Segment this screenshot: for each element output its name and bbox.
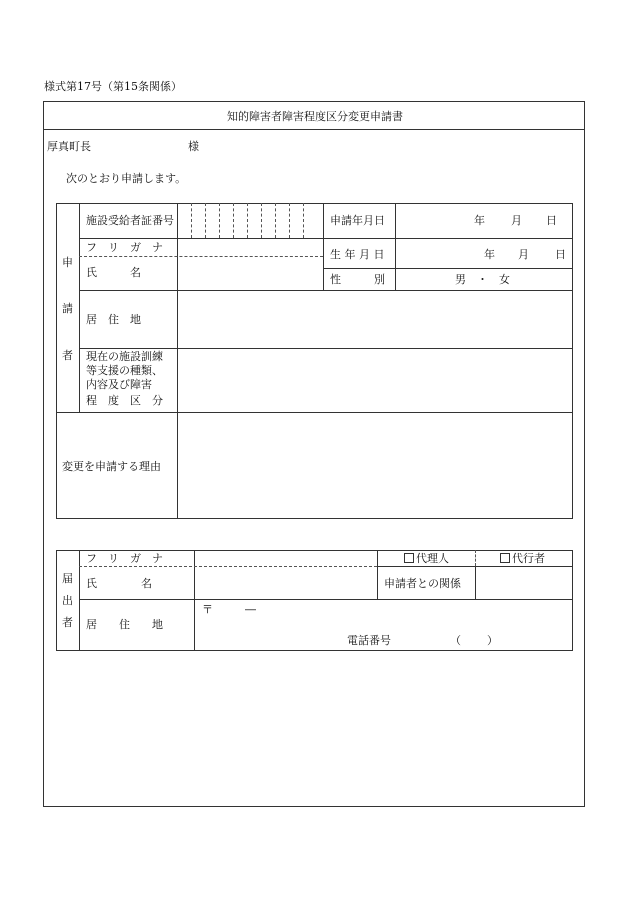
furigana-label: フ リ ガ ナ <box>86 241 163 254</box>
birth-day: 日 <box>555 248 566 261</box>
notifier-char-1: 届 <box>62 572 73 585</box>
cert-number-label: 施設受給者証番号 <box>86 214 174 227</box>
section-char-3: 者 <box>62 349 73 362</box>
postal-mark: 〒 <box>202 603 213 616</box>
intro-text: 次のとおり申請します。 <box>66 172 187 185</box>
reason-field[interactable] <box>178 413 572 518</box>
postal-dash: ― <box>245 603 256 616</box>
app-date-month: 月 <box>511 214 522 227</box>
notifier-address-label: 居 住 地 <box>86 618 163 631</box>
sex-label: 性 別 <box>330 273 385 286</box>
cert-number-field[interactable] <box>178 204 322 237</box>
current-service-label-line-3: 内容及び障害 <box>86 378 152 391</box>
app-date-year: 年 <box>474 214 485 227</box>
notifier-furigana-field[interactable] <box>195 551 376 565</box>
notifier-name-label: 氏 名 <box>86 577 152 590</box>
address-field[interactable] <box>178 291 572 347</box>
checkbox-icon <box>404 553 414 563</box>
birth-year: 年 <box>484 248 495 261</box>
title-divider <box>43 129 585 130</box>
notifier-furigana-label: フ リ ガ ナ <box>86 552 163 565</box>
name-label: 氏 名 <box>86 266 141 279</box>
addressee: 厚真町長 <box>47 140 91 153</box>
notifier-char-2: 出 <box>62 594 73 607</box>
relation-field[interactable] <box>476 567 572 598</box>
notifier-option-divider <box>475 550 476 566</box>
name-field[interactable] <box>178 257 322 289</box>
sex-options[interactable]: 男 ・ 女 <box>455 273 510 286</box>
row-line-birth <box>323 268 573 269</box>
birth-month: 月 <box>518 248 529 261</box>
agent-label: 代理人 <box>416 552 449 565</box>
form-number: 様式第17号（第15条関係） <box>44 80 182 93</box>
form-title: 知的障害者障害程度区分変更申請書 <box>227 110 403 123</box>
reason-label: 変更を申請する理由 <box>62 460 161 473</box>
proxy-label: 代行者 <box>512 552 545 565</box>
checkbox-icon <box>500 553 510 563</box>
section-char-2: 請 <box>62 302 73 315</box>
section-char-1: 申 <box>62 256 73 269</box>
phone-close-paren: ） <box>487 634 498 647</box>
relation-label: 申請者との関係 <box>384 577 461 590</box>
notifier-right-divider <box>377 550 378 599</box>
current-service-field[interactable] <box>178 349 572 411</box>
notifier-name-field[interactable] <box>195 567 376 598</box>
birth-date-label: 生 年 月 日 <box>330 248 385 261</box>
furigana-field[interactable] <box>178 239 322 255</box>
proxy-checkbox[interactable] <box>500 552 545 565</box>
app-date-day: 日 <box>546 214 557 227</box>
honorific: 様 <box>188 140 199 153</box>
current-service-label-line-2: 等支援の種類、 <box>86 364 163 377</box>
section-column-divider <box>79 203 80 412</box>
agent-checkbox[interactable] <box>404 552 449 565</box>
phone-label: 電話番号 <box>347 634 391 647</box>
address-label: 居 住 地 <box>86 313 141 326</box>
phone-open-paren: （ <box>450 634 461 647</box>
application-date-label: 申請年月日 <box>330 214 385 227</box>
current-service-label-line-4: 程 度 区 分 <box>86 394 163 407</box>
notifier-char-3: 者 <box>62 616 73 629</box>
current-service-label-line-1: 現在の施設訓練 <box>86 350 163 363</box>
right-block-divider <box>323 203 324 290</box>
